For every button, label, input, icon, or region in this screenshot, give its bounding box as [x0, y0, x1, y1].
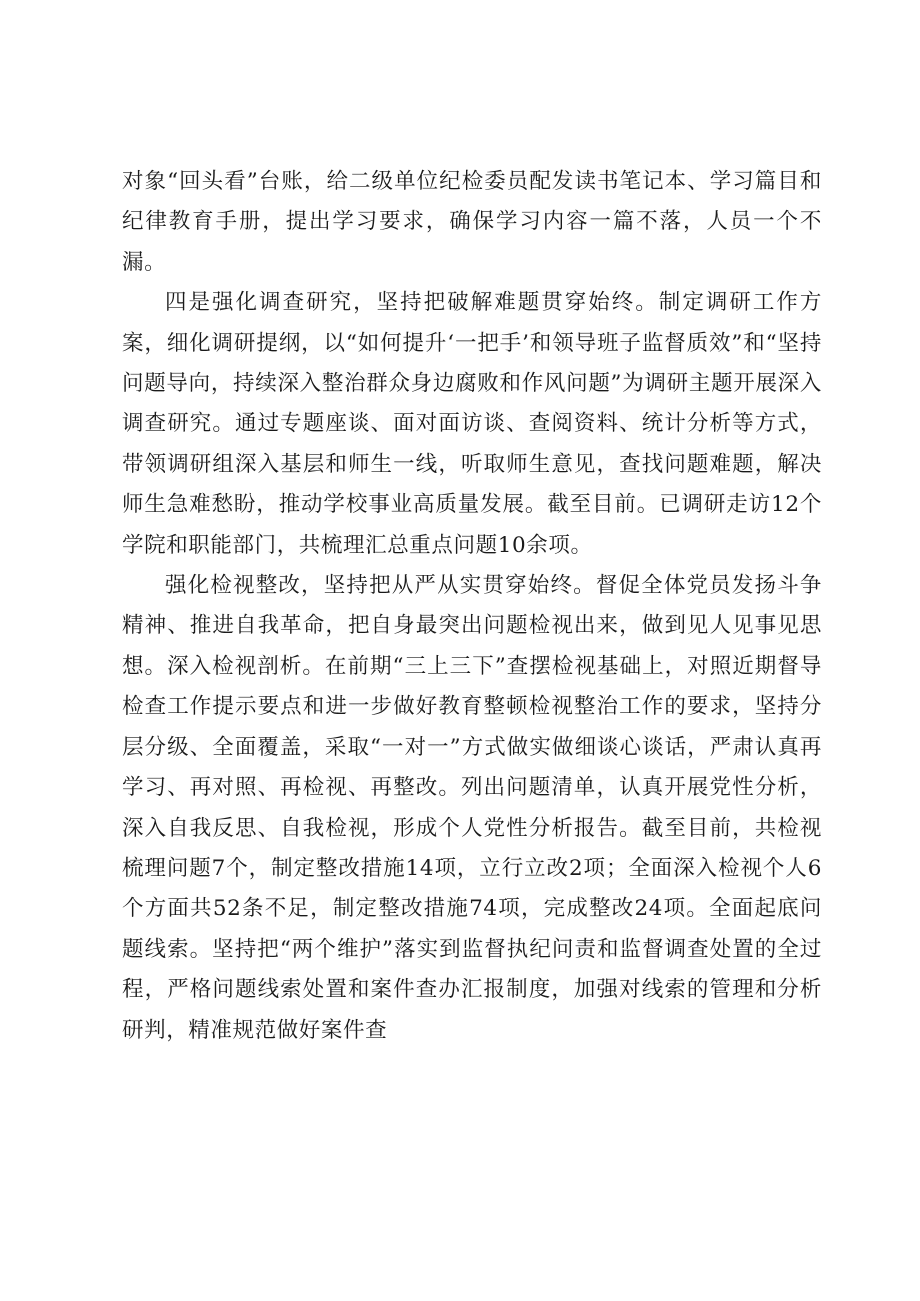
- document-body: [122, 162, 822, 1051]
- paragraph-1: 对象“回头看”台账，给二级单位纪检委员配发读书笔记本、学习篇目和纪律教育手册，提出学习要求，确保学习内容一篇不落，人员一个不漏。: [122, 169, 822, 275]
- paragraph-3: 强化检视整改，坚持把从严从实贯穿始终。督促全体党员发扬斗争精神、推进自我革命，把自身最突出问题检视出来，做到见人见事见思想。深入检视剖析。在前期“三上三下”查摆检视基础上，对照近期督导检查工作提示要点和进一步做好教育整顿检视整治工作的要求，坚持分层分级、全面覆盖，采取“一对一”方式做实做细谈心谈话，严肃认真再学习、再对照、再检视、再整改。列出问题清单，认真开展党性分析，深入自我反思、自我检视，形成个人党性分析报告。截至目前，共检视梳理问题7个，制定整改措施14项，立行立改2项；全面深入检视个人6个方面共52条不足，制定整改措施74项，完成整改24项。全面起底问题线索。坚持把“两个维护”落实到监督执纪问责和监督调查处置的全过程，严格问题线索处置和案件查办汇报制度，加强对线索的管理和分析研判，精准规范做好案件查: [122, 573, 822, 1043]
- paragraph-2: 四是强化调查研究，坚持把破解难题贯穿始终。制定调研工作方案，细化调研提纲，以“如何提升‘一把手’和领导班子监督质效”和“坚持问题导向，持续深入整治群众身边腐败和作风问题”为调研主题开展深入调查研究。通过专题座谈、面对面访谈、查阅资料、统计分析等方式，带领调研组深入基层和师生一线，听取师生意见，查找问题难题，解决师生急难愁盼，推动学校事业高质量发展。截至目前。已调研走访12个学院和职能部门，共梳理汇总重点问题10余项。: [122, 290, 822, 558]
